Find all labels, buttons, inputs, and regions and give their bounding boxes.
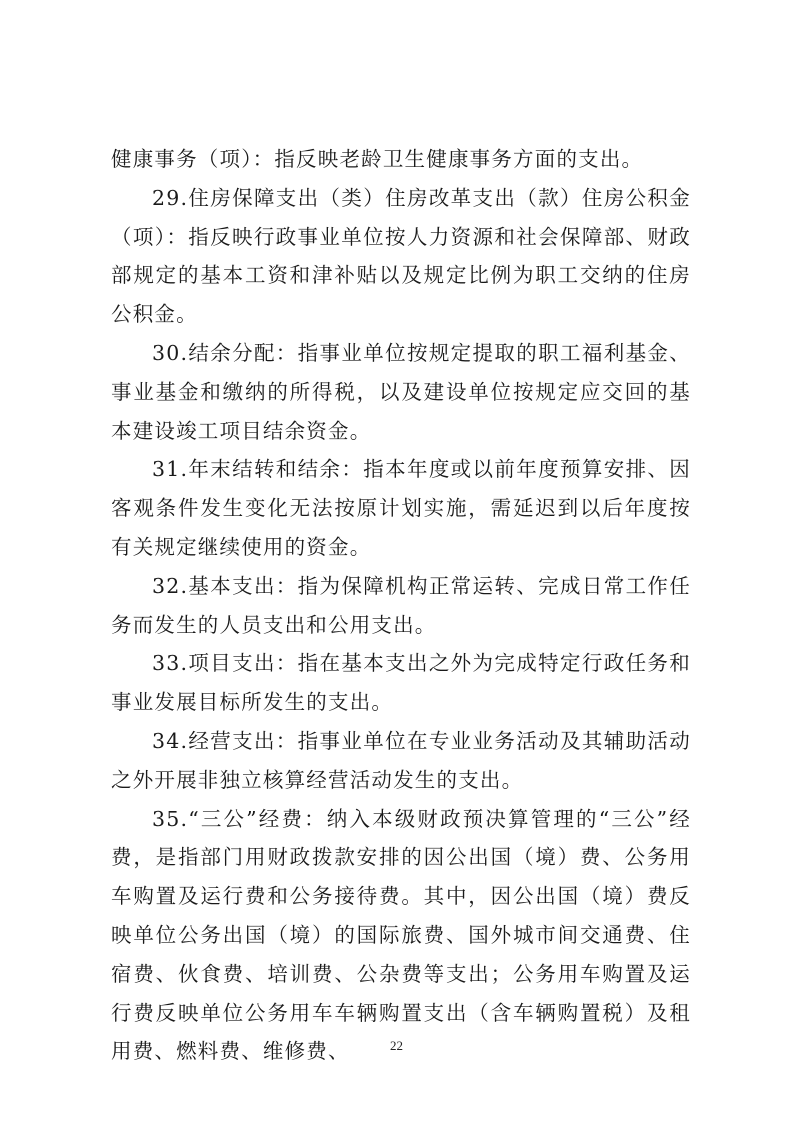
paragraph-33-project-expenditure: 33.项目支出：指在基本支出之外为完成特定行政任务和事业发展目标所发生的支出。 [111,651,691,715]
paragraph-continuation: 健康事务（项）：指反映老龄卫生健康事务方面的支出。 [111,147,644,171]
paragraph-35-three-public-expenses: 35.“三公”经费：纳入本级财政预决算管理的“三公”经费，是指部门用财政拨款安排的因公出国（境）费、公务用车购置及运行费和公务接待费。其中，因公出国（境）费反映单位公务出国（境）的国际旅费、国外城市间交通费、住宿费、伙食费、培训费、公杂费等支出；公务用车购置及运行费反映单位公务用车车辆购置支出（含车辆购置税）及租用费、燃料费、维修费、 [111,806,691,1064]
body-text [111,140,691,1071]
paragraph-29-housing-fund: 29.住房保障支出（类）住房改革支出（款）住房公积金（项）：指反映行政事业单位按人力资源和社会保障部、财政部规定的基本工资和津补贴以及规定比例为职工交纳的住房公积金。 [111,185,691,327]
paragraph-34-operating-expenditure: 34.经营支出：指事业单位在专业业务活动及其辅助活动之外开展非独立核算经营活动发生的支出。 [111,728,691,792]
paragraph-32-basic-expenditure: 32.基本支出：指为保障机构正常运转、完成日常工作任务而发生的人员支出和公用支出。 [111,573,691,637]
paragraph-30-surplus-distribution: 30.结余分配：指事业单位按规定提取的职工福利基金、事业基金和缴纳的所得税，以及建设单位按规定应交回的基本建设竣工项目结余资金。 [111,340,691,443]
paragraph-31-year-end-carryover: 31.年末结转和结余：指本年度或以前年度预算安排、因客观条件发生变化无法按原计划实施，需延迟到以后年度按有关规定继续使用的资金。 [111,457,691,559]
page-number: 22 [390,1038,403,1053]
